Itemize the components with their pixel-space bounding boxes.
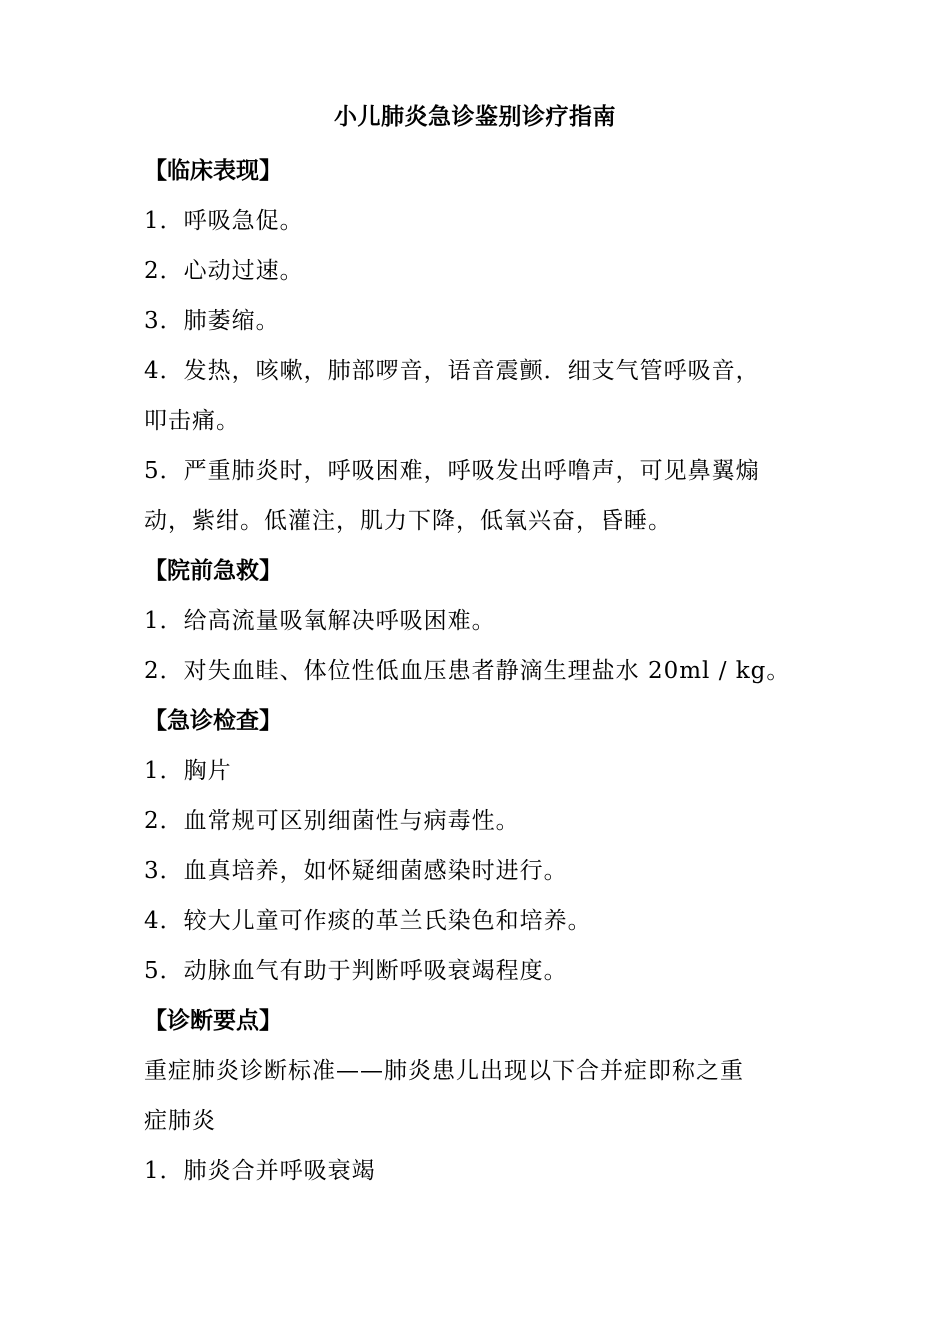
body-line: 4．发热，咳嗽，肺部啰音，语音震颤．细支气管呼吸音，	[144, 358, 760, 384]
section-clinical	[144, 146, 814, 546]
body-line: 2．心动过速。	[144, 258, 304, 284]
section-heading: 【临床表现】	[144, 158, 282, 184]
body-line: 叩击痛。	[144, 408, 240, 434]
section-prehospital	[144, 546, 814, 696]
body-line: 5．严重肺炎时，呼吸困难，呼吸发出呼噜声，可见鼻翼煽	[144, 458, 760, 484]
section-diagnosis	[144, 996, 814, 1196]
body-line: 4．较大儿童可作痰的革兰氏染色和培养。	[144, 908, 592, 934]
section-heading: 【诊断要点】	[144, 1008, 282, 1034]
body-line: 5．动脉血气有助于判断呼吸衰竭程度。	[144, 958, 568, 984]
body-line: 3．肺萎缩。	[144, 308, 280, 334]
body-line: 2．血常规可区别细菌性与病毒性。	[144, 808, 520, 834]
body-line: 3．血真培养，如怀疑细菌感染时进行。	[144, 858, 568, 884]
section-exams	[144, 696, 814, 996]
body-line: 症肺炎	[144, 1108, 216, 1134]
body-line: 动，紫绀。低灌注，肌力下降，低氧兴奋，昏睡。	[144, 508, 672, 534]
section-heading: 【院前急救】	[144, 558, 282, 584]
section-heading: 【急诊检查】	[144, 708, 282, 734]
body-line: 重症肺炎诊断标准——肺炎患儿出现以下合并症即称之重	[144, 1058, 744, 1084]
document-title: 小儿肺炎急诊鉴别诊疗指南	[334, 104, 616, 130]
body-line: 1．呼吸急促。	[144, 208, 304, 234]
body-line: 1．给高流量吸氧解决呼吸困难。	[144, 608, 496, 634]
body-line: 1．肺炎合并呼吸衰竭	[144, 1158, 376, 1184]
body-line: 2．对失血眭、体位性低血压患者静滴生理盐水 20ml / kg。	[144, 658, 791, 684]
document-body	[144, 146, 814, 1196]
body-line: 1．胸片	[144, 758, 232, 784]
